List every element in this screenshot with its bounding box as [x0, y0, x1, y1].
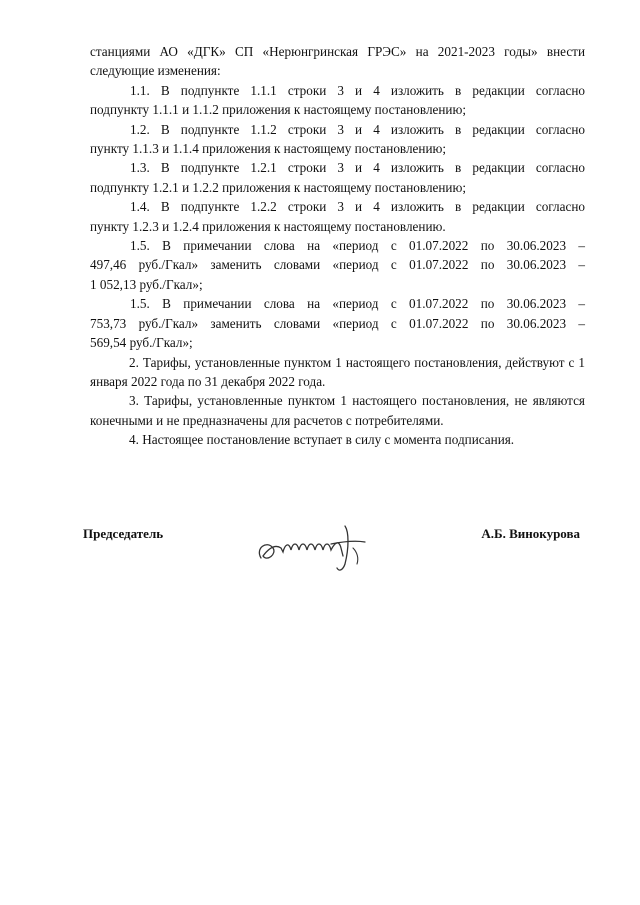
item-1-5a-line-3: 1 052,13 руб./Гкал»;	[90, 276, 203, 292]
paragraph-3: 3. Тарифы, установленные пунктом 1 настоящего постановления, не являются конечными и не предназначены для расчетов с потребителями.	[90, 393, 585, 428]
signatory-title: Председатель	[83, 526, 164, 541]
item-1-5b-line-1: 1.5. В примечании слова на «период с 01.07.2022 по 30.06.2023 –	[130, 296, 585, 312]
intro-line-2: следующие изменения:	[90, 63, 221, 79]
item-1-5b-line-2: 753,73 руб./Гкал» заменить словами «период с 01.07.2022 по 30.06.2023 –	[90, 315, 585, 331]
item-1-1-line-2: подпункту 1.1.1 и 1.1.2 приложения к настоящему постановлению;	[90, 102, 467, 118]
item-1-3-line-2: подпункту 1.2.1 и 1.2.2 приложения к настоящему постановлению;	[90, 179, 467, 195]
item-1-1	[90, 81, 585, 120]
item-1-2	[90, 120, 585, 159]
item-1-4-line-2: пункту 1.2.3 и 1.2.4 приложения к настоящему постановлению.	[90, 218, 446, 234]
item-1-2-line-2: пункту 1.1.3 и 1.1.4 приложения к настоящему постановлению;	[90, 141, 447, 157]
document-body	[90, 42, 585, 450]
item-1-5a-line-1: 1.5. В примечании слова на «период с 01.07.2022 по 30.06.2023 –	[130, 238, 585, 254]
paragraph-4: 4. Настоящее постановление вступает в силу с момента подписания.	[129, 432, 515, 448]
item-1-4	[90, 197, 585, 236]
item-1-5a	[90, 236, 585, 294]
item-1-3-line-1: 1.3. В подпункте 1.2.1 строки 3 и 4 изложить в редакции согласно	[130, 160, 585, 176]
item-1-4-line-1: 1.4. В подпункте 1.2.2 строки 3 и 4 изложить в редакции согласно	[130, 199, 585, 215]
item-1-2-line-1: 1.2. В подпункте 1.1.2 строки 3 и 4 изложить в редакции согласно	[130, 121, 585, 137]
signature-row	[83, 524, 580, 584]
intro-line-1: станциями АО «ДГК» СП «Нерюнгринская ГРЭС» на 2021-2023 годы» внести	[90, 44, 585, 59]
item-1-3	[90, 158, 585, 197]
signatory-name: А.Б. Винокурова	[481, 526, 580, 541]
paragraph-2: 2. Тарифы, установленные пунктом 1 настоящего постановления, действуют с 1 января 2022 года по 31 декабря 2022 года.	[90, 354, 585, 389]
item-1-1-line-1: 1.1. В подпункте 1.1.1 строки 3 и 4 изложить в редакции согласно	[130, 82, 585, 98]
item-1-5b-line-3: 569,54 руб./Гкал»;	[90, 335, 193, 351]
handwritten-signature	[253, 518, 373, 578]
item-1-5b	[90, 294, 585, 352]
item-1-5a-line-2: 497,46 руб./Гкал» заменить словами «период с 01.07.2022 по 30.06.2023 –	[90, 257, 585, 273]
